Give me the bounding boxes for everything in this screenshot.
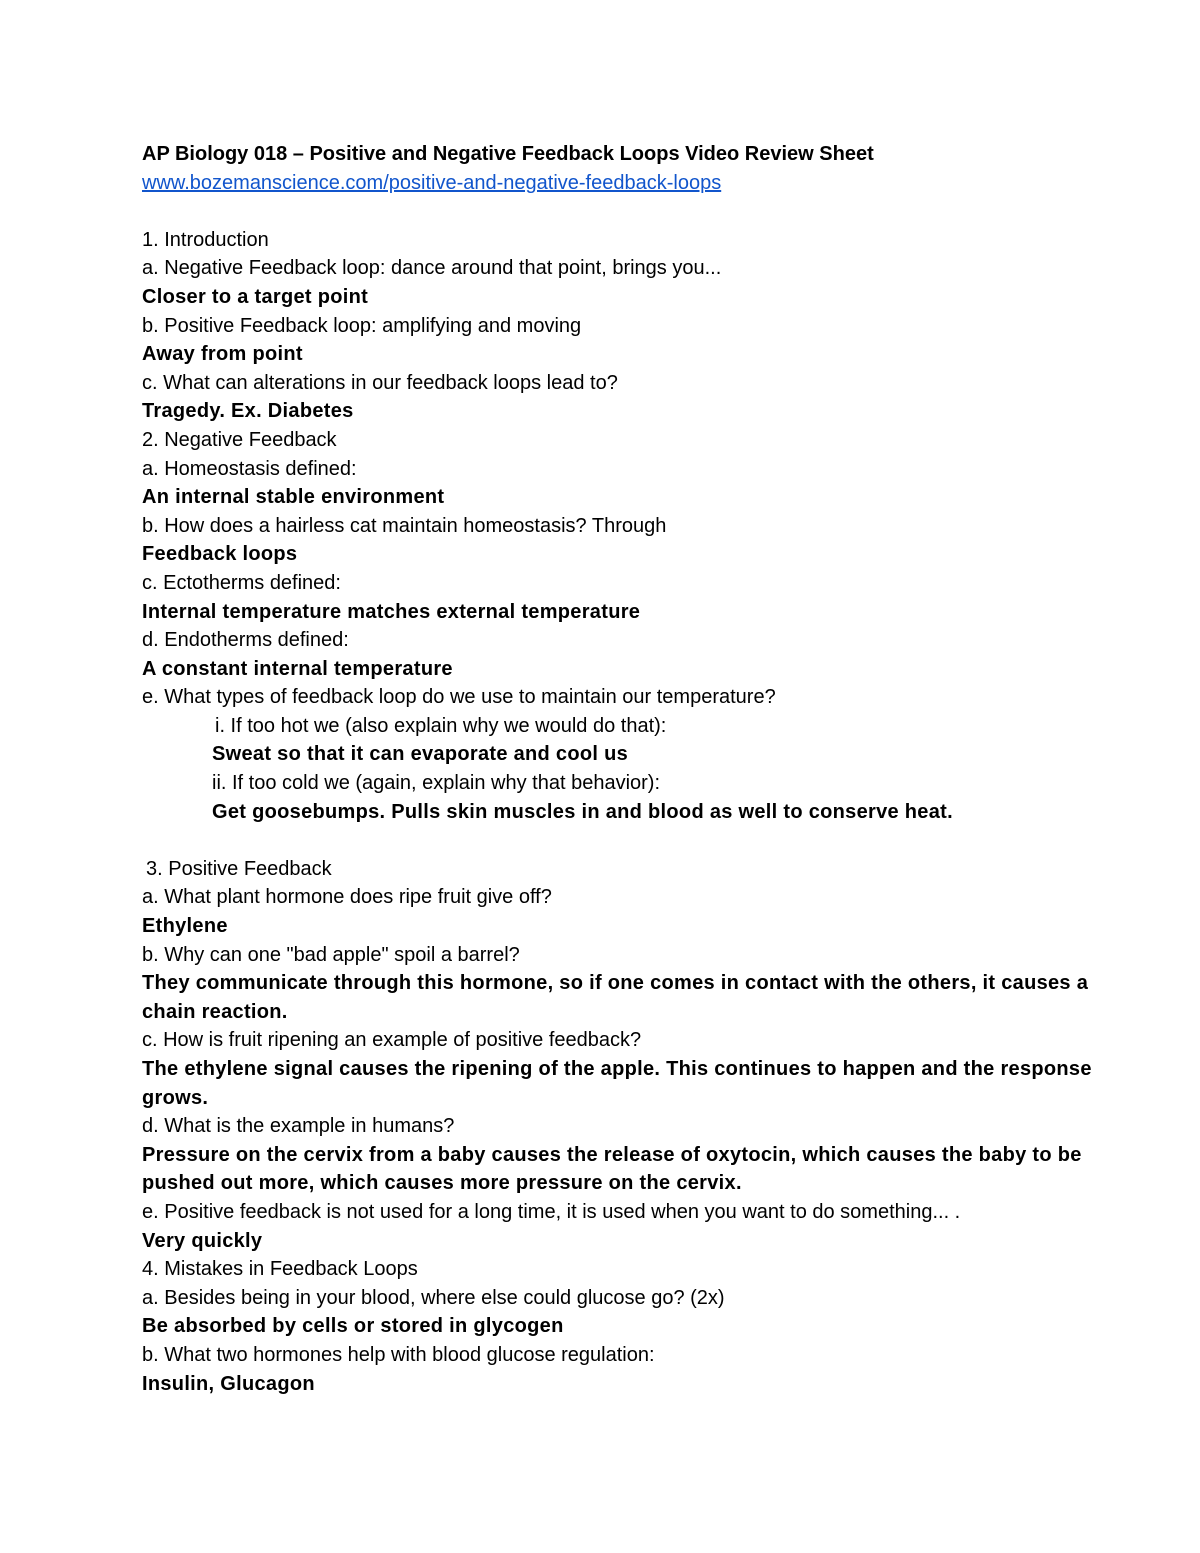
question-1c: c. What can alterations in our feedback loops lead to? — [142, 371, 618, 394]
answer-3b: They communicate through this hormone, so if one comes in contact with the others, it causes a chain reaction. — [142, 972, 1089, 1023]
source-link[interactable]: www.bozemanscience.com/positive-and-negative-feedback-loops — [142, 171, 722, 194]
answer-4b: Insulin, Glucagon — [142, 1372, 315, 1395]
answer-2e-ii: Get goosebumps. Pulls skin muscles in and blood as well to conserve heat. — [212, 800, 953, 823]
answer-2c: Internal temperature matches external temperature — [142, 600, 641, 623]
answer-1a: Closer to a target point — [142, 285, 369, 308]
question-1b: b. Positive Feedback loop: amplifying and moving — [142, 314, 582, 337]
question-3c: c. How is fruit ripening an example of positive feedback? — [142, 1029, 642, 1052]
answer-1c: Tragedy. Ex. Diabetes — [142, 400, 354, 423]
spacer — [142, 826, 1102, 855]
answer-3c: The ethylene signal causes the ripening of the apple. This continues to happen and the response grows. — [142, 1058, 1092, 1109]
section-heading-positive-feedback: 3. Positive Feedback — [146, 857, 332, 880]
question-3e: e. Positive feedback is not used for a long time, it is used when you want to do something... . — [142, 1200, 961, 1223]
question-2c: c. Ectotherms defined: — [142, 571, 341, 594]
question-3a: a. What plant hormone does ripe fruit give off? — [142, 886, 552, 909]
section-heading-mistakes: 4. Mistakes in Feedback Loops — [142, 1258, 418, 1281]
page-title: AP Biology 018 – Positive and Negative Feedback Loops Video Review Sheet — [142, 143, 874, 165]
answer-3d: Pressure on the cervix from a baby causes the release of oxytocin, which causes the baby to be pushed out more, which causes more pressure on the cervix. — [142, 1143, 1082, 1195]
document-page — [142, 140, 1102, 1398]
section-heading-introduction: 1. Introduction — [142, 228, 269, 251]
question-2d: d. Endotherms defined: — [142, 629, 349, 652]
question-2b: b. How does a hairless cat maintain homeostasis? Through — [142, 514, 667, 537]
question-1a: a. Negative Feedback loop: dance around that point, brings you... — [142, 257, 722, 280]
answer-2d: A constant internal temperature — [142, 657, 453, 680]
question-4b: b. What two hormones help with blood glucose regulation: — [142, 1343, 655, 1366]
question-2a: a. Homeostasis defined: — [142, 457, 357, 480]
section-heading-negative-feedback: 2. Negative Feedback — [142, 428, 337, 451]
answer-3a: Ethylene — [142, 915, 228, 938]
answer-3e: Very quickly — [142, 1229, 263, 1252]
answer-1b: Away from point — [142, 343, 303, 366]
question-3b: b. Why can one "bad apple" spoil a barrel? — [142, 943, 520, 966]
answer-2a: An internal stable environment — [142, 486, 445, 509]
question-2e-ii: ii. If too cold we (again, explain why that behavior): — [212, 772, 661, 795]
question-2e-i: i. If too hot we (also explain why we would do that): — [215, 714, 667, 737]
question-3d: d. What is the example in humans? — [142, 1115, 455, 1138]
answer-4a: Be absorbed by cells or stored in glycogen — [142, 1315, 564, 1338]
question-2e: e. What types of feedback loop do we use to maintain our temperature? — [142, 686, 776, 709]
answer-2e-i: Sweat so that it can evaporate and cool us — [212, 743, 629, 766]
answer-2b: Feedback loops — [142, 543, 298, 566]
spacer — [142, 197, 1102, 226]
question-4a: a. Besides being in your blood, where else could glucose go? (2x) — [142, 1286, 725, 1309]
